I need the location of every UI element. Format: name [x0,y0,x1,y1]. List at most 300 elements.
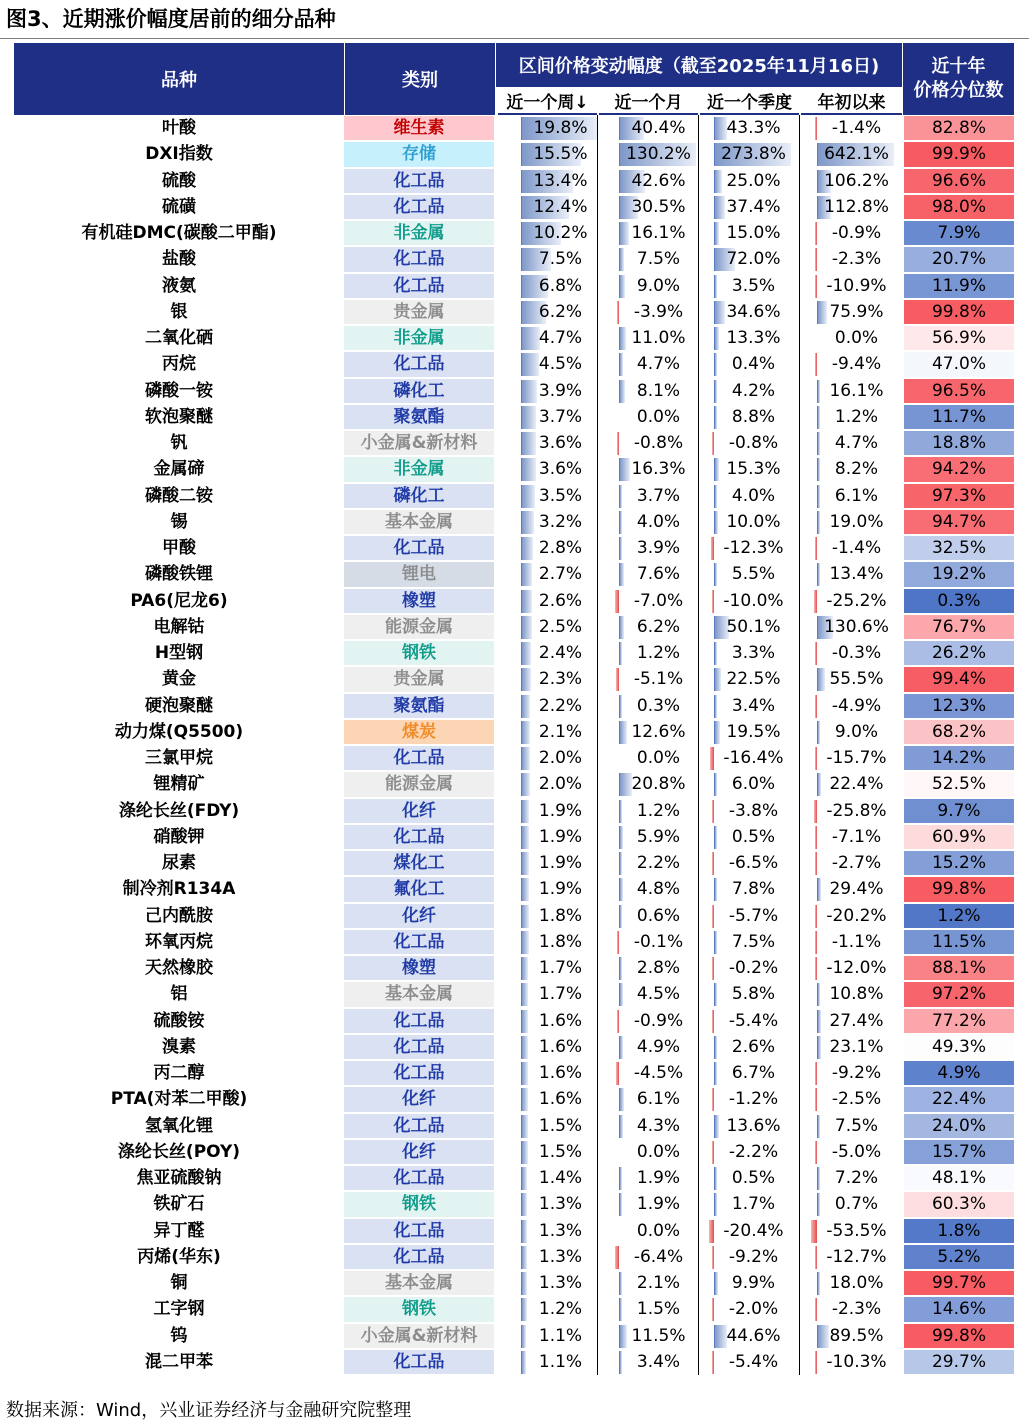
row-month-value: -0.9% [633,1010,684,1031]
row-name: 天然橡胶 [145,958,213,978]
row-percentile: 20.7% [904,247,1014,271]
header-category: 类别 [345,43,495,115]
table-row [14,903,1014,930]
row-week-cell [513,404,608,431]
row-week-value: 1.6% [538,1010,583,1031]
row-percentile: 15.7% [904,1140,1014,1164]
row-quarter-cell [706,509,801,536]
row-percentile: 1.2% [904,904,1014,928]
row-ytd-cell [809,903,904,930]
row-ytd-value: -1.4% [831,118,882,138]
row-ytd-cell [809,693,904,720]
row-ytd-value: 10.8% [829,984,884,1005]
row-category: 聚氨酯 [344,405,494,429]
header-percentile-line1: 近十年 [931,56,986,77]
row-name: 叶酸 [162,118,196,138]
row-category: 橡塑 [344,956,494,980]
row-month-value: 8.1% [636,380,681,401]
row-category: 磷化工 [344,484,494,508]
row-quarter-cell [706,614,801,641]
row-category: 化工品 [344,1245,494,1269]
header-month: 近一个月 [599,87,698,115]
row-week-value: 1.9% [538,826,583,847]
table-row [14,220,1014,247]
row-ytd-value: 6.1% [834,485,879,506]
row-quarter-value: 0.4% [731,354,776,375]
row-quarter-cell [706,194,801,221]
table-row [14,246,1014,273]
row-name: 磷酸一铵 [145,380,213,401]
row-month-cell [611,1165,706,1192]
row-ytd-value: 0.7% [834,1194,879,1215]
row-category: 能源金属 [344,772,494,796]
row-ytd-cell [809,824,904,851]
table-row [14,535,1014,562]
row-quarter-cell [706,141,801,168]
row-name: 异丁醛 [153,1220,205,1241]
row-quarter-cell [706,1296,801,1323]
row-quarter-value: -5.4% [728,1010,779,1031]
row-quarter-value: 44.6% [726,1325,781,1346]
row-ytd-value: -9.4% [831,354,882,375]
row-percentile: 11.5% [904,930,1014,954]
row-week-cell [513,981,608,1008]
row-month-cell [611,1244,706,1271]
row-percentile: 15.2% [904,851,1014,875]
row-ytd-cell [809,168,904,195]
row-percentile: 52.5% [904,772,1014,796]
row-week-value: 1.7% [538,984,583,1005]
row-category: 小金属&新材料 [344,431,494,455]
table-row [14,798,1014,825]
row-percentile: 32.5% [904,536,1014,560]
column-divider [799,115,800,1375]
row-quarter-value: -6.5% [728,853,779,873]
row-week-value: 2.1% [538,721,583,742]
row-month-value: 0.6% [636,905,681,926]
row-name: 工字钢 [153,1299,205,1320]
row-percentile: 99.9% [904,142,1014,166]
row-month-value: 42.6% [631,170,686,191]
row-category: 煤化工 [344,851,494,875]
row-category: 化纤 [344,1140,494,1164]
row-name: 甲酸 [162,538,196,558]
row-quarter-value: -0.2% [728,958,779,978]
row-ytd-cell [809,509,904,536]
row-category: 小金属&新材料 [344,1324,494,1348]
row-month-value: -0.1% [633,931,684,952]
row-ytd-cell [809,745,904,772]
row-category: 煤炭 [344,720,494,744]
row-name: 尿素 [162,853,196,873]
row-name: 铁矿石 [153,1194,205,1215]
row-quarter-value: 43.3% [726,118,781,138]
row-percentile: 96.6% [904,169,1014,193]
row-quarter-value: 3.4% [731,695,776,716]
row-week-value: 1.1% [538,1325,583,1346]
row-percentile: 1.8% [904,1219,1014,1243]
row-week-cell [513,745,608,772]
row-week-cell [513,588,608,615]
row-ytd-value: 0.0% [834,328,879,348]
row-week-cell [513,1323,608,1350]
row-week-value: 1.3% [538,1246,583,1267]
row-quarter-cell [706,588,801,615]
table-row [14,561,1014,588]
row-month-value: 1.9% [636,1194,681,1215]
row-ytd-value: -2.5% [831,1089,882,1110]
header-week: 近一个周↓ [498,87,597,115]
row-month-cell [611,535,706,562]
row-month-value: -4.5% [633,1063,684,1083]
row-quarter-value: -0.8% [728,433,779,453]
row-ytd-cell [809,876,904,903]
row-week-cell [513,1296,608,1323]
row-week-value: 1.1% [538,1351,583,1372]
row-quarter-value: -12.3% [723,538,784,558]
row-ytd-value: 7.5% [834,1115,879,1136]
row-month-cell [611,929,706,956]
row-month-value: 9.0% [636,275,681,296]
row-quarter-cell [706,273,801,300]
row-week-cell [513,1008,608,1035]
row-month-value: 2.1% [636,1273,681,1293]
row-month-cell [611,509,706,536]
row-month-cell [611,1218,706,1245]
row-category: 化工品 [344,1350,494,1374]
row-percentile: 99.8% [904,1324,1014,1348]
source-note: 数据来源：Wind，兴业证券经济与金融研究院整理 [6,1400,412,1421]
row-category: 化工品 [344,746,494,770]
row-ytd-value: -25.2% [826,590,887,611]
table-row [14,1034,1014,1061]
row-category: 非金属 [344,457,494,481]
row-month-value: 3.4% [636,1351,681,1372]
row-month-value: 0.0% [636,748,681,768]
row-percentile: 29.7% [904,1350,1014,1374]
row-week-value: 1.3% [538,1194,583,1215]
row-week-cell [513,378,608,405]
row-month-value: 6.2% [636,616,681,637]
row-ytd-cell [809,325,904,352]
row-quarter-cell [706,929,801,956]
table-row [14,1244,1014,1271]
row-quarter-value: 37.4% [726,196,781,217]
row-name: 环氧丙烷 [145,931,213,952]
row-quarter-value: -20.4% [723,1220,784,1241]
row-week-cell [513,351,608,378]
row-month-value: 0.0% [636,406,681,427]
row-week-cell [513,719,608,746]
row-month-cell [611,378,706,405]
row-ytd-cell [809,141,904,168]
row-ytd-cell [809,1034,904,1061]
row-month-cell [611,955,706,982]
row-category: 橡塑 [344,589,494,613]
row-month-value: 1.2% [636,643,681,663]
row-week-value: 2.8% [538,538,583,558]
row-month-cell [611,483,706,510]
row-quarter-cell [706,456,801,483]
row-quarter-cell [706,220,801,247]
row-month-value: 2.8% [636,958,681,978]
row-percentile: 22.4% [904,1087,1014,1111]
row-category: 化工品 [344,1009,494,1033]
row-quarter-value: 2.6% [731,1036,776,1057]
row-month-value: 2.2% [636,853,681,873]
row-quarter-cell [706,693,801,720]
table-row [14,299,1014,326]
row-percentile: 99.4% [904,667,1014,691]
row-ytd-cell [809,929,904,956]
row-ytd-value: -15.7% [826,748,887,768]
row-month-cell [611,299,706,326]
row-name: DXI指数 [145,144,213,165]
row-quarter-value: 0.5% [731,826,776,847]
header-percentile-line2: 价格分位数 [913,80,1004,101]
table-row [14,404,1014,431]
row-ytd-value: -2.3% [831,249,882,270]
row-week-cell [513,1349,608,1376]
row-quarter-value: 5.8% [731,984,776,1005]
row-quarter-cell [706,351,801,378]
row-name: 混二甲苯 [145,1351,213,1372]
row-month-value: 7.5% [636,249,681,270]
row-month-cell [611,1034,706,1061]
row-category: 基本金属 [344,510,494,534]
row-name: 硫酸 [162,170,196,191]
row-month-cell [611,1349,706,1376]
row-week-cell [513,929,608,956]
row-month-cell [611,719,706,746]
row-month-value: 3.7% [636,485,681,506]
row-month-cell [611,876,706,903]
header-ytd: 年初以来 [801,87,902,115]
row-ytd-cell [809,1296,904,1323]
row-month-value: 16.3% [631,459,686,480]
row-quarter-cell [706,1086,801,1113]
row-month-value: 40.4% [631,118,686,138]
row-ytd-cell [809,1270,904,1297]
row-quarter-value: 4.2% [731,380,776,401]
header-percentile [903,43,1014,115]
row-ytd-value: 13.4% [829,564,884,585]
row-name: 硫酸铵 [153,1010,205,1031]
row-ytd-value: -0.3% [831,643,882,663]
row-percentile: 98.0% [904,195,1014,219]
row-week-value: 2.3% [538,669,583,690]
row-percentile: 9.7% [904,799,1014,823]
row-percentile: 19.2% [904,562,1014,586]
row-quarter-cell [706,168,801,195]
row-quarter-value: 50.1% [726,616,781,637]
row-ytd-cell [809,1086,904,1113]
row-month-value: 4.8% [636,879,681,900]
row-category: 化纤 [344,904,494,928]
row-week-value: 1.5% [538,1141,583,1162]
row-ytd-cell [809,404,904,431]
table-row [14,1008,1014,1035]
table-row [14,483,1014,510]
row-week-value: 10.2% [533,223,588,243]
row-quarter-cell [706,246,801,273]
table-row [14,141,1014,168]
row-ytd-cell [809,588,904,615]
row-name: 三氯甲烷 [145,748,213,768]
row-category: 化纤 [344,799,494,823]
row-category: 化工品 [344,825,494,849]
row-ytd-cell [809,1218,904,1245]
row-quarter-cell [706,1323,801,1350]
row-week-value: 3.2% [538,511,583,532]
row-week-value: 15.5% [533,144,588,165]
row-quarter-value: 15.0% [726,223,781,243]
row-month-cell [611,115,706,142]
row-week-value: 1.3% [538,1220,583,1241]
table-row [14,1218,1014,1245]
row-quarter-cell [706,640,801,667]
row-ytd-value: 18.0% [829,1273,884,1293]
row-quarter-cell [706,955,801,982]
row-category: 钢铁 [344,1192,494,1216]
row-percentile: 68.2% [904,720,1014,744]
table-row [14,1139,1014,1166]
row-quarter-value: 6.7% [731,1063,776,1083]
row-ytd-value: -12.7% [826,1246,887,1267]
row-quarter-value: -2.2% [728,1141,779,1162]
row-month-cell [611,981,706,1008]
row-quarter-cell [706,771,801,798]
row-month-cell [611,693,706,720]
row-ytd-value: 642.1% [824,144,889,165]
row-quarter-value: 6.0% [731,774,776,795]
row-month-cell [611,1086,706,1113]
row-quarter-value: 9.9% [731,1273,776,1293]
row-week-cell [513,955,608,982]
row-ytd-cell [809,1060,904,1087]
row-ytd-value: -25.8% [826,800,887,821]
row-quarter-value: 8.8% [731,406,776,427]
row-month-cell [611,273,706,300]
row-quarter-value: 10.0% [726,511,781,532]
row-quarter-cell [706,798,801,825]
row-week-cell [513,798,608,825]
row-percentile: 99.7% [904,1271,1014,1295]
row-percentile: 49.3% [904,1035,1014,1059]
row-ytd-cell [809,1244,904,1271]
row-name: 黄金 [162,669,196,690]
row-quarter-cell [706,483,801,510]
row-name: 己内酰胺 [145,905,213,926]
row-percentile: 96.5% [904,379,1014,403]
row-week-cell [513,141,608,168]
row-quarter-value: -1.2% [728,1089,779,1110]
table-row [14,588,1014,615]
row-week-cell [513,168,608,195]
row-ytd-cell [809,115,904,142]
header-name: 品种 [14,43,344,115]
row-name: 锡 [170,511,188,532]
row-month-value: 3.9% [636,538,681,558]
row-name: 钨 [170,1325,188,1346]
row-percentile: 14.2% [904,746,1014,770]
row-ytd-cell [809,220,904,247]
row-month-value: 4.3% [636,1115,681,1136]
row-percentile: 60.3% [904,1192,1014,1216]
row-percentile: 97.3% [904,484,1014,508]
row-ytd-cell [809,1139,904,1166]
table-row [14,771,1014,798]
row-week-value: 6.8% [538,275,583,296]
row-month-cell [611,824,706,851]
row-week-value: 1.6% [538,1089,583,1110]
row-ytd-cell [809,771,904,798]
row-ytd-value: -12.0% [826,958,887,978]
row-category: 化工品 [344,352,494,376]
row-month-cell [611,614,706,641]
row-quarter-cell [706,876,801,903]
row-ytd-cell [809,640,904,667]
table-row [14,824,1014,851]
row-name: 氢氧化锂 [145,1115,213,1136]
row-week-value: 1.8% [538,931,583,952]
row-week-value: 2.0% [538,748,583,768]
row-percentile: 11.9% [904,274,1014,298]
row-month-value: 0.3% [636,695,681,716]
row-week-value: 1.6% [538,1063,583,1083]
row-ytd-value: 7.2% [834,1168,879,1188]
row-week-value: 2.7% [538,564,583,585]
row-month-value: 0.0% [636,1141,681,1162]
row-week-value: 2.2% [538,695,583,716]
row-percentile: 24.0% [904,1114,1014,1138]
row-week-cell [513,1086,608,1113]
table-row [14,955,1014,982]
row-ytd-value: -0.9% [831,223,882,243]
row-quarter-value: 7.8% [731,879,776,900]
row-quarter-cell [706,719,801,746]
row-month-cell [611,1113,706,1140]
row-ytd-cell [809,850,904,877]
row-quarter-value: 34.6% [726,301,781,322]
row-name: 焦亚硫酸钠 [136,1168,222,1188]
row-week-cell [513,430,608,457]
row-category: 化工品 [344,1166,494,1190]
row-ytd-cell [809,1113,904,1140]
table-row [14,1323,1014,1350]
row-week-value: 3.6% [538,433,583,453]
table-row [14,1296,1014,1323]
row-month-cell [611,404,706,431]
row-month-value: 16.1% [631,223,686,243]
row-week-value: 19.8% [533,118,588,138]
row-name: 溴素 [162,1036,196,1057]
row-quarter-cell [706,1034,801,1061]
row-week-value: 2.5% [538,616,583,637]
table-row [14,614,1014,641]
row-ytd-cell [809,1165,904,1192]
row-ytd-value: -10.9% [826,275,887,296]
row-month-cell [611,561,706,588]
row-quarter-value: 19.5% [726,721,781,742]
table-row [14,273,1014,300]
row-category: 化工品 [344,169,494,193]
row-ytd-cell [809,351,904,378]
row-name: 有机硅DMC(碳酸二甲酯) [81,223,277,243]
row-ytd-value: 16.1% [829,380,884,401]
table-row [14,1349,1014,1376]
row-ytd-cell [809,483,904,510]
